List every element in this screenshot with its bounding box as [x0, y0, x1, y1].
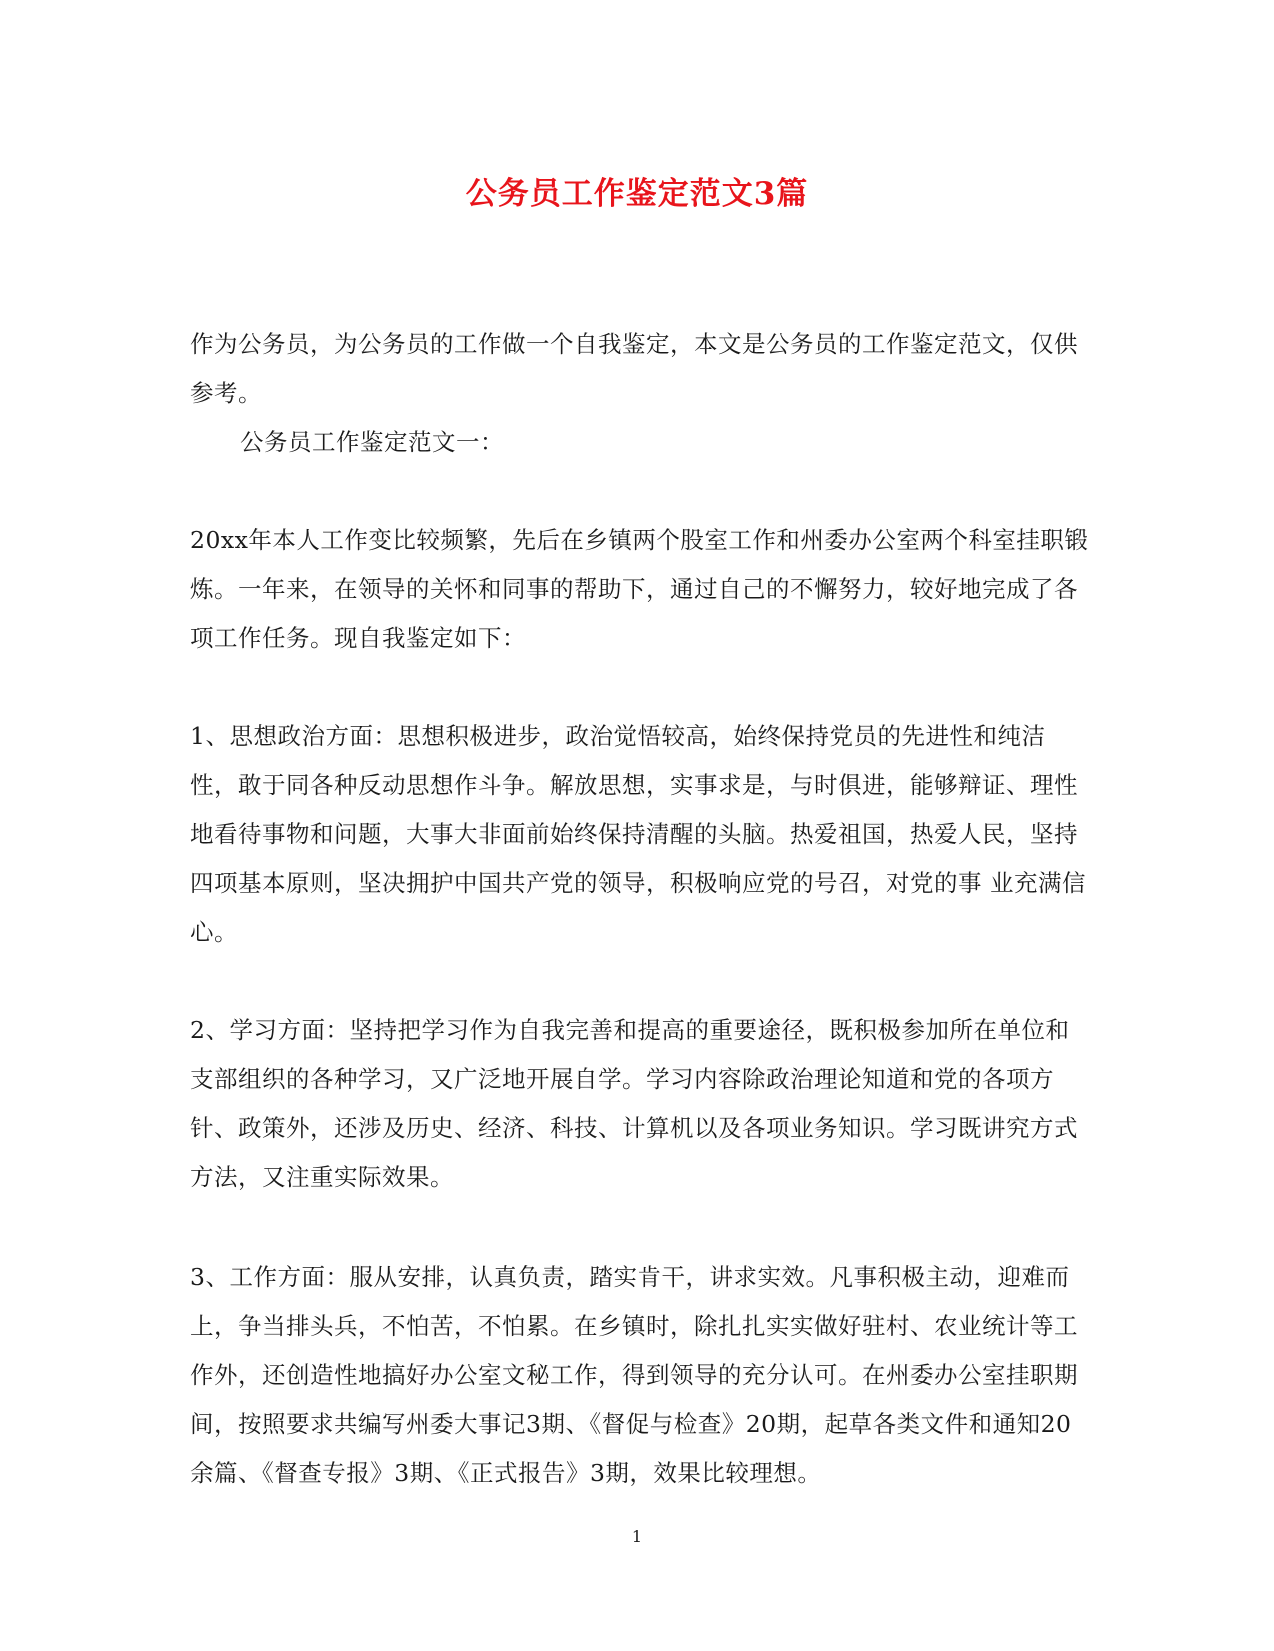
intro-paragraph — [190, 320, 1090, 418]
section-subheading — [240, 418, 1140, 467]
subheading-text: 公务员工作鉴定范文一： — [240, 428, 504, 456]
paragraph-text: 1、思想政治方面：思想积极进步，政治觉悟较高，始终保持党员的先进性和纯洁性，敢于同各种反动思想作斗争。解放思想，实事求是，与时俱进，能够辩证、理性地看待事物和问题，大事大非面前始终保持清醒的头脑。热爱祖国，热爱人民，坚持四项基本原则，坚决拥护中国共产党的领导，积极响应党的号召，对党的事 业充满信心。 — [190, 722, 1086, 946]
paragraph-text: 3、工作方面：服从安排，认真负责，踏实肯干，讲求实效。凡事积极主动，迎难而上，争当排头兵，不怕苦，不怕累。在乡镇时，除扎扎实实做好驻村、农业统计等工作外，还创造性地搞好办公室文秘工作，得到领导的充分认可。在州委办公室挂职期间，按照要求共编写州委大事记3期、《督促与检查》20期，起草各类文件和通知20余篇、《督查专报》3期、《正式报告》3期，效果比较理想。 — [190, 1263, 1078, 1487]
body-paragraph — [190, 1006, 1090, 1202]
paragraph-text: 2、学习方面：坚持把学习作为自我完善和提高的重要途径，既积极参加所在单位和支部组织的各种学习，又广泛地开展自学。学习内容除政治理论知道和党的各项方针、政策外，还涉及历史、经济、科技、计算机以及各项业务知识。学习既讲究方式方法，又注重实际效果。 — [190, 1016, 1078, 1191]
page-number: 1 — [631, 1527, 643, 1546]
paragraph-text: 20xx年本人工作变比较频繁，先后在乡镇两个股室工作和州委办公室两个科室挂职锻炼。一年来，在领导的关怀和同事的帮助下，通过自己的不懈努力，较好地完成了各项工作任务。现自我鉴定如下： — [190, 526, 1089, 652]
intro-text: 作为公务员，为公务员的工作做一个自我鉴定，本文是公务员的工作鉴定范文，仅供参考。 — [190, 330, 1078, 407]
body-paragraph — [190, 516, 1090, 663]
document-title: 公务员工作鉴定范文3篇 — [465, 176, 809, 212]
body-paragraph — [190, 1253, 1090, 1498]
body-paragraph — [190, 712, 1090, 957]
